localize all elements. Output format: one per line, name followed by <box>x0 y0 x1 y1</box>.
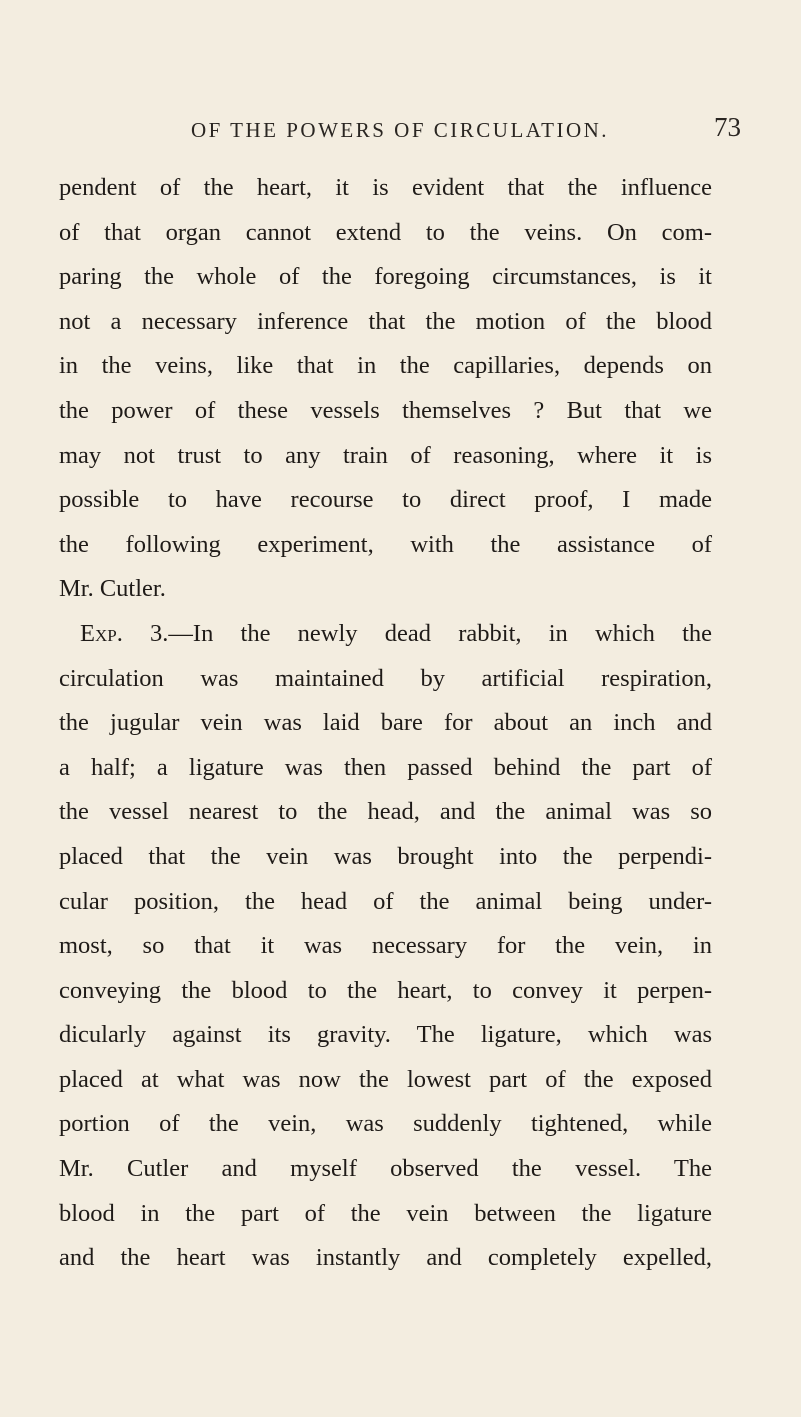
text-line: blood in the part of the vein between the ligature <box>59 1199 712 1227</box>
text-line: the power of these vessels themselves ? But that we <box>59 396 712 424</box>
text-line: pendent of the heart, it is evident that the influence <box>59 174 712 201</box>
experiment-label: Exp. 3. <box>80 619 169 647</box>
text-line: conveying the blood to the heart, to convey it perpen- <box>59 976 712 1004</box>
text-line: most, so that it was necessary for the vein, in <box>59 932 712 960</box>
text-line: may not trust to any train of reasoning, where it is <box>59 441 712 469</box>
running-header <box>60 112 740 148</box>
text-line: Mr. Cutler. <box>59 575 166 603</box>
text-line: circulation was maintained by artificial respiration, <box>59 664 712 692</box>
text-line: not a necessary inference that the motion of the blood <box>59 307 712 335</box>
experiment-text: —In the newly dead rabbit, in which the <box>168 619 712 647</box>
text-line: the jugular vein was laid bare for about an inch and <box>59 709 712 737</box>
running-header-title: OF THE POWERS OF CIRCULATION. <box>190 118 610 142</box>
text-line: cular position, the head of the animal being under- <box>59 887 712 915</box>
text-line: the vessel nearest to the head, and the animal was so <box>59 798 712 826</box>
text-line: the following experiment, with the assistance of <box>59 530 712 558</box>
text-line: placed that the vein was brought into the perpendi- <box>59 842 712 870</box>
text-line: paring the whole of the foregoing circumstances, is it <box>59 263 712 291</box>
text-line: dicularly against its gravity. The ligature, which was <box>59 1021 712 1049</box>
text-line: possible to have recourse to direct proof, I made <box>59 486 712 514</box>
text-line: Mr. Cutler and myself observed the vessel. The <box>59 1155 712 1183</box>
text-line: and the heart was instantly and completely expelled, <box>59 1244 712 1272</box>
page-number: 73 <box>714 112 741 142</box>
text-line: a half; a ligature was then passed behind the part of <box>59 753 712 781</box>
text-line: in the veins, like that in the capillaries, depends on <box>59 352 712 380</box>
text-line: portion of the vein, was suddenly tightened, while <box>59 1110 712 1138</box>
body-text <box>59 166 712 1281</box>
experiment-heading-line <box>59 612 712 657</box>
text-line: placed at what was now the lowest part of the exposed <box>59 1065 712 1093</box>
text-line: of that organ cannot extend to the veins. On com- <box>59 218 712 246</box>
